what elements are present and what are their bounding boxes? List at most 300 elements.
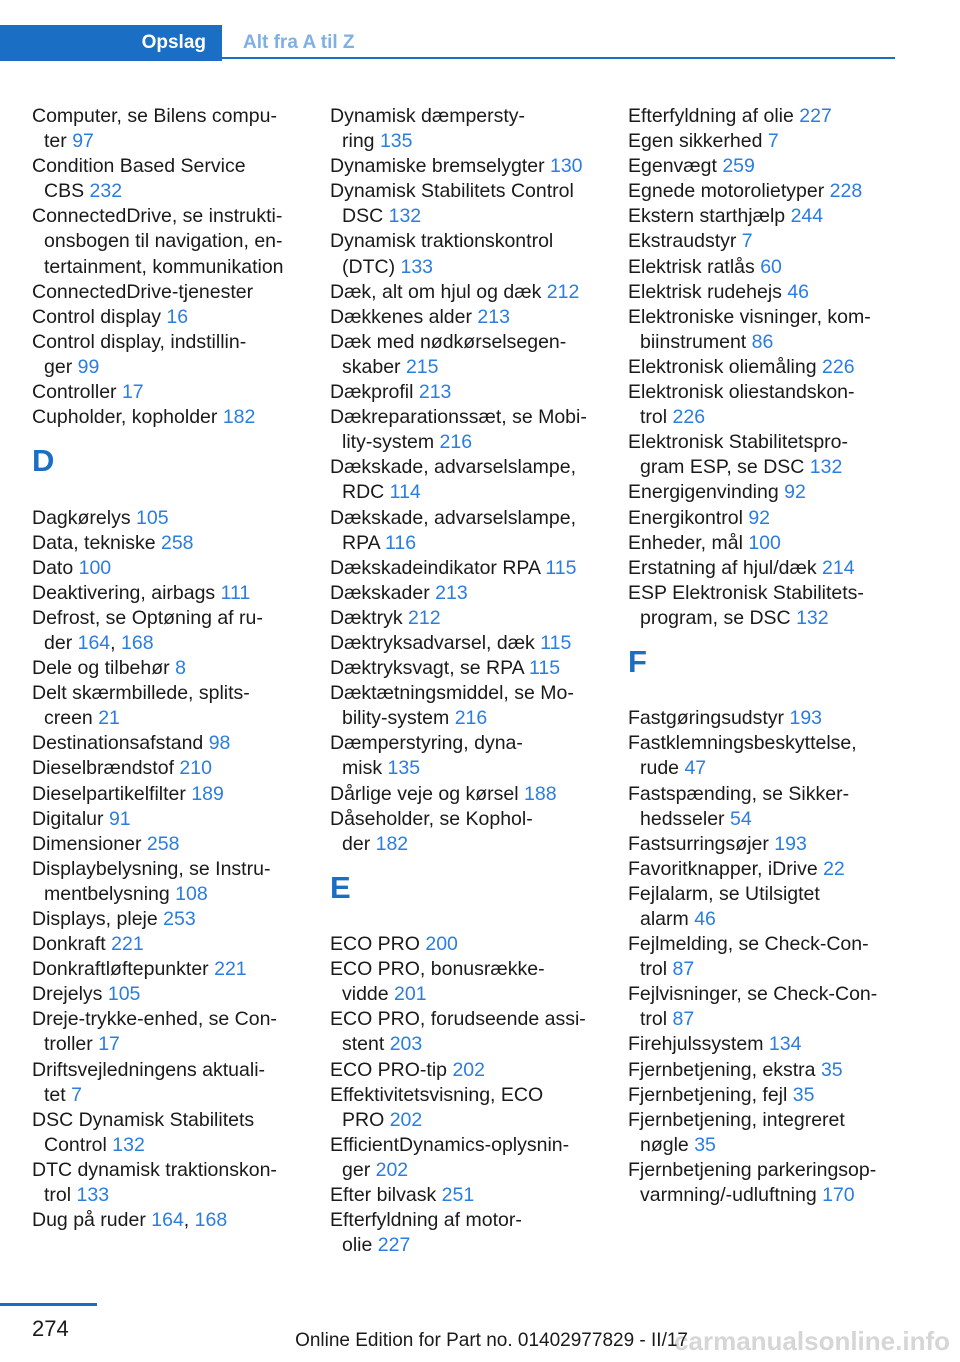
entry-text: Destinationsafstand	[32, 732, 209, 755]
index-entry	[32, 506, 297, 531]
index-entry	[330, 154, 598, 179]
entry-text: Dæk med nødkørselsegen-	[330, 330, 567, 353]
entry-text: mentbelysning	[44, 882, 176, 905]
tab-alt-fra-a-til-z[interactable]: Alt fra A til Z	[222, 25, 895, 59]
page-link[interactable]: 203	[389, 1033, 423, 1056]
index-entry	[330, 405, 598, 455]
entry-text: Dækskade, advarselslampe,	[330, 506, 577, 529]
entry-text: Egnede motorolietyper	[628, 180, 830, 203]
page-link[interactable]: 111	[220, 581, 251, 604]
entry-text: Fejlalarm, se Utilsigtet	[628, 882, 820, 905]
entry-text: ConnectedDrive, se instrukti-	[32, 205, 283, 228]
page-link[interactable]: 115	[529, 657, 561, 680]
index-entry	[32, 932, 297, 957]
entry-text: Cupholder, kopholder	[32, 406, 223, 429]
entry-text: Dæktryk	[330, 606, 408, 629]
page-link[interactable]: 132	[112, 1133, 145, 1156]
index-column-1	[32, 104, 297, 1233]
index-entry	[628, 1108, 893, 1158]
page-link[interactable]: 98	[208, 732, 231, 755]
index-entry	[32, 731, 297, 756]
page-link[interactable]: 221	[214, 958, 247, 981]
entry-text: Fjernbetjening, fejl	[628, 1083, 793, 1106]
page-link[interactable]: 213	[418, 381, 452, 404]
entry-text: skaber	[342, 355, 406, 378]
index-entry	[32, 380, 297, 405]
index-entry	[330, 656, 598, 681]
entry-text: Dynamisk Stabilitets Control	[330, 180, 574, 203]
page-link[interactable]: 7	[71, 1083, 82, 1106]
entry-text: Efterfyldning af olie	[628, 105, 800, 127]
index-entry	[330, 104, 598, 154]
page-link[interactable]: 188	[524, 782, 557, 805]
index-entry	[628, 1058, 893, 1083]
page-link[interactable]: 189	[191, 782, 224, 805]
tab-bar	[0, 25, 895, 61]
index-entry	[330, 556, 598, 581]
index-entry	[628, 832, 893, 857]
page-link[interactable]: 213	[477, 305, 510, 328]
entry-text: Displaybelysning, se Instru-	[32, 857, 271, 880]
entry-text: stent	[342, 1033, 390, 1056]
page-link[interactable]: 92	[784, 481, 806, 504]
entry-text: Fejlmelding, se Check-Con-	[628, 933, 869, 956]
page-link[interactable]: 221	[111, 933, 144, 956]
index-entry	[628, 480, 893, 505]
section-letter-d: D	[32, 443, 55, 479]
entry-text: Efterfyldning af motor-	[330, 1209, 522, 1232]
page-link[interactable]: 133	[400, 255, 434, 278]
entry-text: Fjernbetjening parkeringsop-	[628, 1158, 877, 1181]
page-link[interactable]: 100	[78, 556, 112, 579]
index-entry	[330, 1083, 598, 1133]
index-entry	[330, 330, 598, 380]
page-link[interactable]: 202	[375, 1158, 409, 1181]
entry-text: Fjernbetjening, integreret	[628, 1108, 845, 1131]
page-link[interactable]: 215	[405, 355, 439, 378]
index-entry	[628, 731, 893, 781]
entry-text: Elektrisk ratlås	[628, 255, 761, 278]
index-entry	[628, 782, 893, 832]
entry-text: troller	[44, 1033, 99, 1056]
entry-text: Efter bilvask	[330, 1184, 442, 1207]
page-link[interactable]: 17	[98, 1033, 120, 1056]
page-link[interactable]: 22	[823, 857, 845, 880]
tab-opslag[interactable]: Opslag	[0, 25, 222, 61]
index-column-2	[330, 104, 598, 1258]
entry-text: nøgle	[640, 1133, 695, 1156]
page-link[interactable]: 105	[107, 983, 141, 1006]
entry-text: Enheder, mål	[628, 531, 749, 554]
index-entry	[32, 305, 297, 330]
page-link[interactable]: 213	[435, 581, 468, 604]
index-entry	[330, 581, 598, 606]
page-link[interactable]: 97	[72, 130, 94, 153]
entry-text: Egenvægt	[628, 155, 723, 178]
index-entry	[330, 1133, 598, 1183]
page-link[interactable]: 251	[441, 1184, 475, 1207]
index-entry	[628, 179, 893, 204]
entry-text: creen	[44, 707, 99, 730]
entry-text: Ekstern starthjælp	[628, 205, 791, 228]
entry-text: ter	[44, 130, 73, 153]
entry-text: ESP Elektronisk Stabilitets-	[628, 581, 864, 604]
index-entry	[32, 204, 297, 279]
entry-text: ger	[342, 1158, 376, 1181]
entry-text: Elektronisk Stabilitetspro-	[628, 431, 849, 454]
entry-text: Dårlige veje og kørsel	[330, 782, 524, 805]
page-link[interactable]: 46	[787, 280, 810, 303]
entry-text: Dynamisk dæmpersty-	[330, 105, 526, 127]
entry-text: Erstatning af hjul/dæk	[628, 556, 823, 579]
entry-text: Ekstraudstyr	[628, 230, 742, 253]
entry-text: program, se DSC	[640, 606, 797, 629]
entry-text: Donkraftløftepunkter	[32, 958, 215, 981]
section-letter-f: F	[628, 643, 647, 679]
entry-text: Egen sikkerhed	[628, 130, 768, 153]
page-link[interactable]: 35	[694, 1133, 716, 1156]
index-entry	[32, 982, 297, 1007]
page-link[interactable]: 259	[722, 155, 755, 178]
page-link[interactable]: 210	[179, 757, 212, 780]
entry-text: Fastspænding, se Sikker-	[628, 782, 850, 805]
page-link[interactable]: 212	[546, 280, 580, 303]
page-link[interactable]: 87	[672, 1008, 695, 1031]
entry-text: Digitalur	[32, 807, 109, 830]
entry-text: ECO PRO	[330, 933, 426, 956]
page-link[interactable]: 7	[767, 130, 779, 153]
page-link[interactable]: 130	[549, 155, 583, 178]
page-link[interactable]: 193	[789, 707, 823, 730]
entry-text: Fjernbetjening, ekstra	[628, 1058, 821, 1081]
index-entry	[330, 681, 598, 731]
page-link[interactable]: 214	[822, 556, 855, 579]
page-link[interactable]: 105	[136, 506, 169, 529]
index-entry	[32, 531, 297, 556]
page-link[interactable]: 227	[377, 1234, 411, 1257]
index-entry	[628, 581, 893, 631]
index-entry	[32, 154, 297, 204]
entry-text: lity-system	[342, 431, 440, 454]
index-column-3	[628, 104, 893, 1208]
entry-text: bility-system	[342, 707, 455, 730]
index-entry: Dug på ruder 164, 168	[32, 1209, 228, 1232]
entry-text: Dækskade, advarselslampe,	[330, 456, 577, 479]
index-entry	[628, 1032, 893, 1057]
index-entry	[330, 932, 598, 957]
page-link[interactable]: 168	[194, 1209, 228, 1232]
section-letter-e: E	[330, 869, 351, 905]
index-entry	[628, 706, 893, 731]
entry-text: trol	[44, 1184, 77, 1207]
index-entry	[628, 355, 893, 380]
entry-text: Control display, indstillin-	[32, 330, 247, 353]
index-entry	[330, 782, 598, 807]
page-link[interactable]: 115	[540, 631, 572, 654]
index-entry	[32, 907, 297, 932]
entry-text: ConnectedDrive-tjenester	[32, 280, 254, 303]
entry-text: trol	[640, 406, 673, 429]
entry-text: PRO	[342, 1108, 390, 1131]
entry-text: hedsseler	[640, 807, 730, 830]
page-number: 274	[32, 1316, 69, 1341]
entry-text: RDC	[342, 481, 390, 504]
page-link[interactable]: 244	[790, 205, 824, 228]
index-entry	[330, 1058, 598, 1083]
index-entry	[628, 280, 893, 305]
index-entry	[32, 556, 297, 581]
page-link[interactable]: 227	[799, 105, 832, 127]
page-link[interactable]: 87	[672, 958, 695, 981]
index-entry	[628, 129, 893, 154]
index-entry	[32, 280, 297, 305]
index-entry	[32, 807, 297, 832]
page-link[interactable]: 135	[387, 757, 421, 780]
entry-text: Fastgøringsudstyr	[628, 707, 790, 730]
entry-text: Dækskadeindikator RPA	[330, 556, 546, 579]
entry-text: DSC	[342, 205, 389, 228]
entry-text: Dækkenes alder	[330, 305, 478, 328]
page-link[interactable]: 132	[796, 606, 829, 629]
index-entry	[628, 229, 893, 254]
page-link[interactable]: 170	[822, 1184, 855, 1207]
page-link[interactable]: 193	[774, 832, 807, 855]
page-link[interactable]: 164	[77, 631, 111, 654]
entry-text: Dækprofil	[330, 381, 419, 404]
entry-text: Data, tekniske	[32, 531, 161, 554]
page-link[interactable]: 200	[425, 933, 458, 956]
entry-text: Elektrisk rudehejs	[628, 280, 788, 303]
page-link[interactable]: 133	[76, 1184, 110, 1207]
entry-text: CBS	[44, 180, 90, 203]
entry-text: Fastsurringsøjer	[628, 832, 775, 855]
entry-text: Dieselbrændstof	[32, 757, 180, 780]
entry-text: Dato	[32, 556, 79, 579]
index-entry	[628, 204, 893, 229]
entry-text: Elektronisk oliemåling	[628, 355, 823, 378]
index-entry	[628, 531, 893, 556]
index-entry	[32, 681, 297, 731]
index-entry	[330, 957, 598, 1007]
index-entry	[32, 1007, 297, 1057]
entry-text: Drejelys	[32, 983, 108, 1006]
index-entry	[330, 1007, 598, 1057]
page-link[interactable]: 60	[760, 255, 782, 278]
index-entry	[628, 506, 893, 531]
entry-text: Dreje-trykke-enhed, se Con-	[32, 1008, 277, 1031]
page-link[interactable]: 8	[175, 657, 186, 680]
entry-text: Elektronisk oliestandskon-	[628, 381, 855, 404]
page-link[interactable]: 100	[748, 531, 781, 554]
entry-text: onsbogen til navigation, en-	[44, 230, 283, 253]
entry-text: misk	[342, 757, 388, 780]
page-link[interactable]: 182	[375, 832, 409, 855]
entry-text: Fejlvisninger, se Check-Con-	[628, 983, 878, 1006]
page-link[interactable]: 202	[452, 1058, 485, 1081]
index-entry	[32, 581, 297, 606]
page-link[interactable]: 134	[768, 1033, 802, 1056]
page-link[interactable]: 135	[379, 130, 413, 153]
entry-text: Delt skærmbillede, splits-	[32, 682, 250, 705]
entry-text: Dæktryksvagt, se RPA	[330, 657, 530, 680]
index-entry	[330, 380, 598, 405]
page-link[interactable]: 226	[822, 355, 855, 378]
entry-text: Displays, pleje	[32, 908, 164, 931]
entry-text: Donkraft	[32, 933, 112, 956]
entry-text: gram ESP, se DSC	[640, 456, 810, 479]
page-link[interactable]: 212	[408, 606, 441, 629]
entry-text: ger	[44, 355, 78, 378]
page-link[interactable]: 202	[389, 1108, 423, 1131]
entry-text: Dæmperstyring, dyna-	[330, 732, 523, 755]
page-link[interactable]: 232	[89, 180, 123, 203]
index-entry	[32, 104, 297, 154]
page-link[interactable]: 91	[108, 807, 131, 830]
page-link[interactable]: 21	[98, 707, 120, 730]
index-entry	[628, 1083, 893, 1108]
page-link[interactable]: 226	[672, 406, 706, 429]
index-entry	[628, 556, 893, 581]
entry-text: Driftsvejledningens aktuali-	[32, 1058, 266, 1081]
entry-text: Deaktivering, airbags	[32, 581, 221, 604]
index-entry	[330, 229, 598, 279]
index-entry	[330, 731, 598, 781]
entry-text: Dynamisk traktionskontrol	[330, 230, 554, 253]
watermark: carmanualsonline.info	[674, 1326, 950, 1356]
page-link[interactable]: 7	[741, 230, 753, 253]
entry-text: Dækskader	[330, 581, 436, 604]
entry-text: rude	[640, 757, 685, 780]
entry-text: Energigenvinding	[628, 481, 785, 504]
index-entry	[32, 782, 297, 807]
entry-text: Dagkørelys	[32, 506, 137, 529]
entry-text: ECO PRO-tip	[330, 1058, 453, 1081]
entry-text: vidde	[342, 983, 395, 1006]
entry-text: trol	[640, 958, 673, 981]
entry-text: olie	[342, 1234, 378, 1257]
index-entry	[330, 1208, 598, 1258]
page-link[interactable]: 114	[389, 481, 421, 504]
index-entry	[330, 305, 598, 330]
index-entry	[628, 982, 893, 1032]
index-entry	[330, 631, 598, 656]
index-entry	[330, 606, 598, 631]
entry-text: Dieselpartikelfilter	[32, 782, 192, 805]
page-link[interactable]: 86	[751, 330, 774, 353]
entry-text: Elektroniske visninger, kom-	[628, 305, 871, 328]
entry-text: alarm	[640, 908, 695, 931]
entry-text: Effektivitetsvisning, ECO	[330, 1083, 544, 1106]
page-link[interactable]: 258	[160, 531, 194, 554]
index-entry	[330, 179, 598, 229]
index-entry	[628, 255, 893, 280]
page-link[interactable]: 182	[222, 406, 256, 429]
entry-text: ring	[342, 130, 380, 153]
entry-text: Controller	[32, 381, 122, 404]
index-entry	[32, 832, 297, 857]
entry-text: Dåseholder, se Kophol-	[330, 807, 533, 830]
index-entry	[32, 1158, 297, 1208]
page-link[interactable]: 216	[439, 431, 473, 454]
entry-text: (DTC)	[342, 255, 401, 278]
index-entry	[32, 330, 297, 380]
entry-text: trol	[640, 1008, 673, 1031]
entry-text: Fastklemningsbeskyttelse,	[628, 732, 857, 755]
index-entry	[628, 154, 893, 179]
entry-text: Dynamiske bremselygter	[330, 155, 550, 178]
entry-text: DTC dynamisk traktionskon-	[32, 1158, 277, 1181]
page-link[interactable]: 54	[729, 807, 752, 830]
index-entry	[628, 932, 893, 982]
page-link[interactable]: 132	[388, 205, 422, 228]
page-link[interactable]: 168	[121, 631, 154, 654]
index-entry	[628, 430, 893, 480]
entry-text: EfficientDynamics-oplysnin-	[330, 1133, 570, 1156]
page-link[interactable]: 35	[792, 1083, 815, 1106]
index-entry	[32, 1108, 297, 1158]
footer-rule	[0, 1303, 97, 1306]
entry-text: Dug på ruder	[32, 1209, 152, 1232]
page-link[interactable]: 47	[684, 757, 707, 780]
page-link[interactable]: 201	[394, 983, 427, 1006]
index-entry	[32, 1058, 297, 1108]
page-link[interactable]: 132	[809, 456, 843, 479]
page-link[interactable]: 228	[829, 180, 863, 203]
index-entry: Defrost, se Optøning af ru- der 164, 168	[32, 606, 263, 654]
entry-text: Computer, se Bilens compu-	[32, 105, 277, 127]
page-link[interactable]: 216	[454, 707, 488, 730]
entry-text: Dæktryksadvarsel, dæk	[330, 631, 541, 654]
entry-text: Defrost, se Optøning af ru-	[32, 606, 263, 629]
index-entry	[628, 857, 893, 882]
page-link[interactable]: 116	[385, 531, 417, 554]
entry-text: der	[44, 631, 78, 654]
index-entry	[628, 305, 893, 355]
entry-text: ECO PRO, forudseende assi-	[330, 1008, 586, 1031]
index-entry	[32, 656, 297, 681]
entry-text: Dele og tilbehør	[32, 657, 176, 680]
page-link[interactable]: 258	[146, 832, 180, 855]
page-link[interactable]: 253	[163, 908, 196, 931]
entry-text: Condition Based Service	[32, 155, 246, 178]
entry-text: Firehjulssystem	[628, 1033, 769, 1056]
entry-text: Energikontrol	[628, 506, 749, 529]
index-entry	[330, 506, 598, 556]
page-link[interactable]: 35	[820, 1058, 843, 1081]
index-entry	[628, 882, 893, 932]
page-link[interactable]: 99	[77, 355, 100, 378]
entry-text: varmning/-udluftning	[640, 1184, 823, 1207]
page-link[interactable]: 115	[545, 556, 577, 579]
index-entry	[628, 380, 893, 430]
page-link[interactable]: 16	[166, 305, 189, 328]
index-entry	[330, 455, 598, 505]
page-link[interactable]: 92	[748, 506, 771, 529]
page-link[interactable]: 46	[694, 908, 716, 931]
page-link[interactable]: 164	[151, 1209, 184, 1232]
entry-text: Dæktætningsmiddel, se Mo-	[330, 682, 574, 705]
entry-text: tertainment, kommunikation	[44, 255, 284, 278]
entry-text: ECO PRO, bonusrække-	[330, 958, 545, 981]
entry-text: Control display	[32, 305, 167, 328]
page-link[interactable]: 108	[175, 882, 208, 905]
entry-text: tet	[44, 1083, 72, 1106]
index-entry	[330, 280, 598, 305]
entry-text: RPA	[342, 531, 385, 554]
index-entry	[32, 405, 297, 430]
index-entry	[628, 104, 893, 129]
page-link[interactable]: 17	[121, 381, 144, 404]
